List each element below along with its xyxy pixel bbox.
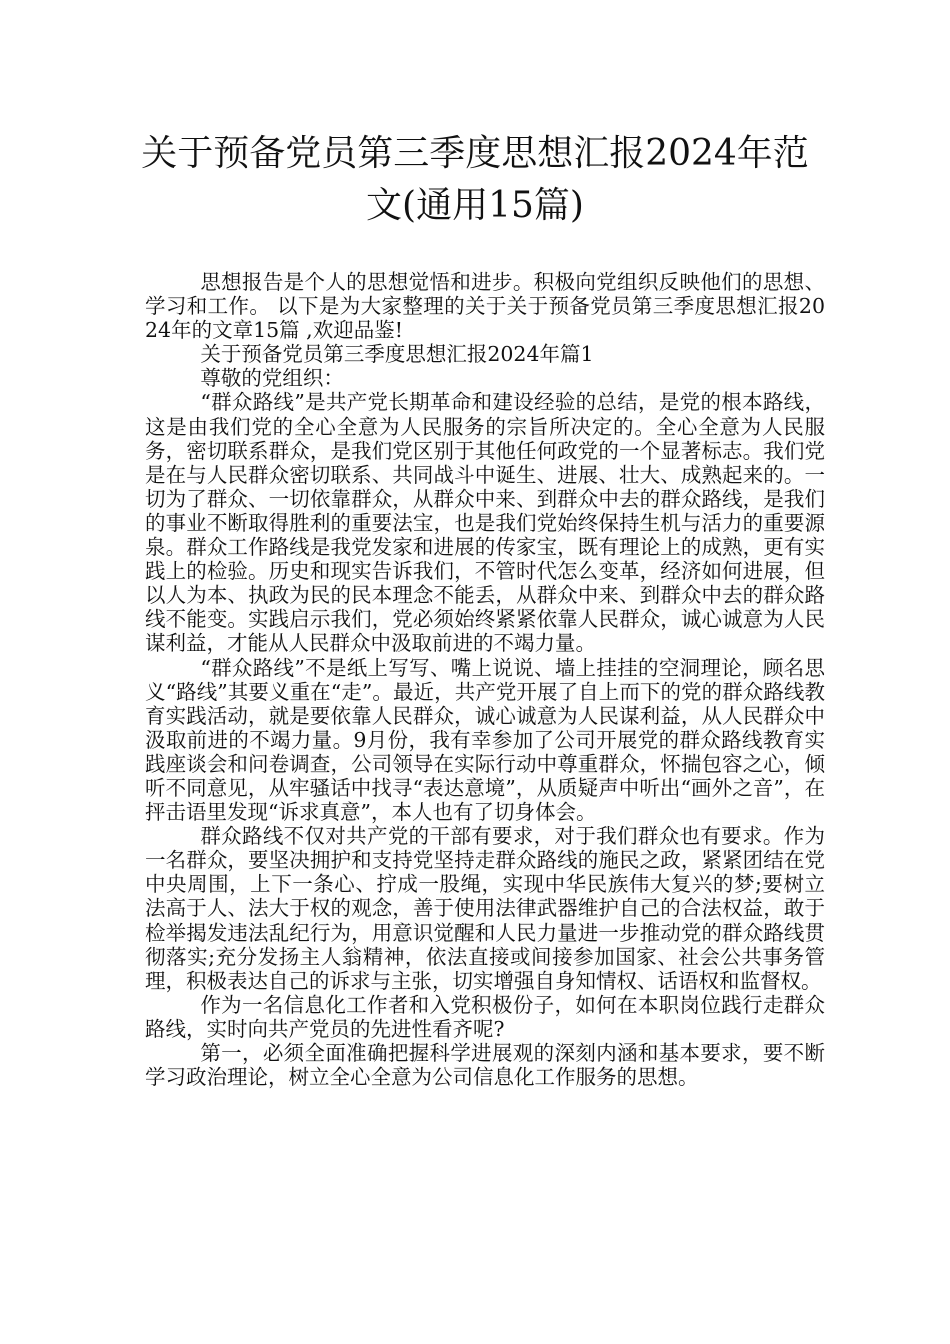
intro-paragraph: 思想报告是个人的思想觉悟和进步。积极向党组织反映他们的思想、学习和工作。 以下是为大家整理的关于关于预备党员第三季度思想汇报2024年的文章15篇 ,欢迎品鉴! (145, 270, 825, 343)
section-heading: 关于预备党员第三季度思想汇报2024年篇1 (200, 342, 594, 367)
body-paragraph: 第一，必须全面准确把握科学进展观的深刻内涵和基本要求，要不断学习政治理论，树立全心全意为公司信息化工作服务的思想。 (145, 1041, 825, 1090)
body-paragraph: “群众路线”不是纸上写写、嘴上说说、墙上挂挂的空洞理论，顾名思义“路线”其要义重在“走”。最近，共产党开展了自上而下的党的群众路线教育实践活动，就是要依靠人民群众，诚心诚意为人民谋利益，从人民群众中汲取前进的不竭力量。9月份，我有幸参加了公司开展党的群众路线教育实践座谈会和问卷调查，公司领导在实际行动中尊重群众，怀揣包容之心，倾听不同意见，从牢骚话中找寻“表达意境”，从质疑声中听出“画外之音”，在抨击语里发现“诉求真意”，本人也有了切身体会。 (145, 655, 825, 825)
body-paragraph: “群众路线”是共产党长期革命和建设经验的总结，是党的根本路线，这是由我们党的全心全意为人民服务的宗旨所决定的。全心全意为人民服务，密切联系群众，是我们党区别于其他任何政党的一个显著标志。我们党是在与人民群众密切联系、共同战斗中诞生、进展、壮大、成熟起来的。一切为了群众、一切依靠群众，从群众中来、到群众中去的群众路线，是我们的事业不断取得胜利的重要法宝，也是我们党始终保持生机与活力的重要源泉。群众工作路线是我党发家和进展的传家宝，既有理论上的成熟，更有实践上的检验。历史和现实告诉我们，不管时代怎么变革，经济如何进展，但以人为本、执政为民的民本理念不能丢，从群众中来、到群众中去的群众路线不能变。实践启示我们，党必须始终紧紧依靠人民群众，诚心诚意为人民谋利益，才能从人民群众中汲取前进的不竭力量。 (145, 390, 825, 656)
document-title: 关于预备党员第三季度思想汇报2024年范文(通用15篇) (141, 133, 809, 226)
body-paragraph: 作为一名信息化工作者和入党积极份子，如何在本职岗位践行走群众路线，实时向共产党员的先进性看齐呢? (145, 992, 825, 1041)
salutation: 尊敬的党组织： (200, 366, 344, 391)
body-paragraph: 群众路线不仅对共产党的干部有要求，对于我们群众也有要求。作为一名群众，要坚决拥护和支持党坚持走群众路线的施民之政，紧紧团结在党中央周围，上下一条心、拧成一股绳，实现中华民族伟大复兴的梦;要树立法高于人、法大于权的观念，善于使用法律武器维护自己的合法权益，敢于检举揭发违法乱纪行为，用意识觉醒和人民力量进一步推动党的群众路线贯彻落实;充分发扬主人翁精神，依法直接或间接参加国家、社会公共事务管理，积极表达自己的诉求与主张，切实增强自身知情权、话语权和监督权。 (145, 824, 825, 993)
document-body (145, 270, 825, 1089)
